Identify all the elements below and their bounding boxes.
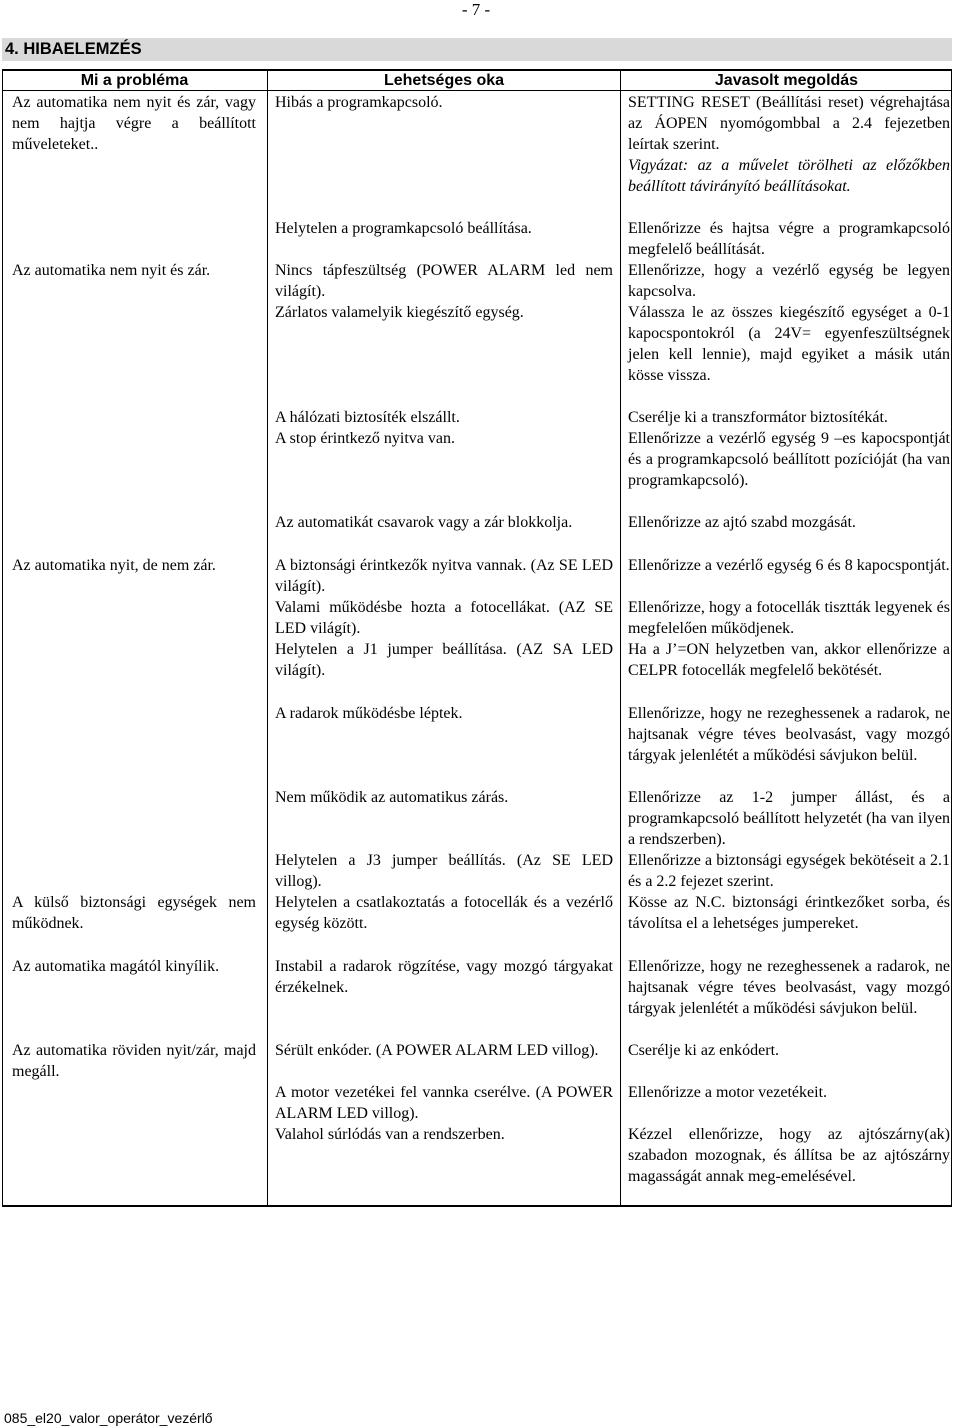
section-title: 4. HIBAELEMZÉS — [2, 38, 952, 61]
header-problem: Mi a probléma — [80, 72, 189, 89]
problem-cell: Az automatika magától kinyílik. — [12, 958, 220, 975]
solution-cell: Cserélje ki az enkódert. — [628, 1042, 780, 1059]
solution-cell: Ellenőrizze a vezérlő egység 6 és 8 kapocspontját. — [628, 557, 950, 574]
column-divider — [267, 69, 268, 1207]
column-divider — [620, 69, 621, 1207]
problem-cell: Az automatika nem nyit és zár. — [12, 262, 211, 279]
problem-cell: Az automatika nyit, de nem zár. — [12, 557, 216, 574]
cause-cell: Helytelen a J3 jumper beállítás. (Az SE LED villog). — [275, 852, 613, 890]
solution-cell: Ellenőrizze a biztonsági egységek bekötéseit a 2.1 és a 2.2 fejezet szerint. — [628, 852, 950, 890]
cause-cell: Valahol súrlódás van a rendszerben. — [275, 1126, 505, 1143]
cause-cell: A radarok működésbe léptek. — [275, 705, 463, 722]
solution-cell: Ellenőrizze az 1-2 jumper állást, és a programkapcsoló beállított helyzetét (ha van ilyen a rendszerben). — [628, 789, 950, 848]
solution-cell: Ellenőrizze a vezérlő egység 9 –es kapocspontját és a programkapcsoló beállított pozícióját (ha van programkapcsoló). — [628, 430, 950, 489]
solution-cell: Ellenőrizze az ajtó szabd mozgását. — [628, 514, 856, 531]
cause-cell: A motor vezetékei fel vannka cserélve. (A POWER ALARM LED villog). — [275, 1084, 613, 1122]
problem-cell: Az automatika nem nyit és zár, vagy nem hajtja végre a beállított műveleteket.. — [12, 94, 256, 153]
problem-cell: A külső biztonsági egységek nem működnek. — [12, 894, 256, 932]
cause-cell: Valami működésbe hozta a fotocellákat. (AZ SE LED világít). — [275, 599, 613, 637]
cause-cell: A biztonsági érintkezők nyitva vannak. (Az SE LED világít). — [275, 557, 613, 595]
solution-cell: SETTING RESET (Beállítási reset) végrehajtása az ÁOPEN nyomógombbal a 2.4 fejezetben leírtak szerint. — [628, 94, 950, 153]
cause-cell: Nem működik az automatikus zárás. — [275, 789, 509, 806]
solution-cell: Cserélje ki a transzformátor biztosítékát. — [628, 409, 888, 426]
solution-cell: Ellenőrizze, hogy ne rezeghessenek a radarok, ne hajtsanak végre téves beolvasást, vagy mozgó tárgyak jelenlétét a működési sávjukon belül. — [628, 958, 950, 1017]
cause-cell: Helytelen a J1 jumper beállítása. (AZ SA LED világít). — [275, 641, 613, 679]
solution-cell: Kézzel ellenőrizze, hogy az ajtószárny(ak) szabadon mozognak, és állítsa be az ajtószárny magasságát annak meg-emelésével. — [628, 1126, 950, 1185]
cause-cell: Sérült enkóder. (A POWER ALARM LED villog). — [275, 1042, 599, 1059]
problem-cell: Az automatika röviden nyit/zár, majd megáll. — [12, 1042, 256, 1080]
warning-note: Vigyázat: az a művelet törölheti az előzőkben beállított távirányító beállításokat. — [628, 157, 950, 195]
cause-cell: A stop érintkező nyitva van. — [275, 430, 455, 447]
solution-cell: Válassza le az összes kiegészítő egységet a 0-1 kapocspontokról (a 24V= egyenfeszültségnek jelen kell lennie), majd egyiket a másik után kösse vissza. — [628, 304, 950, 384]
header-cause: Lehetséges oka — [383, 72, 505, 89]
solution-cell: Kösse az N.C. biztonsági érintkezőket sorba, és távolítsa el a lehetséges jumpereket. — [628, 894, 950, 932]
cause-cell: Nincs tápfeszültség (POWER ALARM led nem világít). — [275, 262, 613, 300]
cause-cell: A hálózati biztosíték elszállt. — [275, 409, 460, 426]
solution-cell: Ellenőrizze, hogy ne rezeghessenek a radarok, ne hajtsanak végre téves beolvasást, vagy mozgó tárgyak jelenlétét a működési sávjukon belül. — [628, 705, 950, 764]
cause-cell: Zárlatos valamelyik kiegészítő egység. — [275, 304, 524, 321]
page-number: - 7 - — [461, 0, 491, 19]
cause-cell: Az automatikát csavarok vagy a zár blokkolja. — [275, 514, 573, 531]
solution-cell: Ellenőrizze, hogy a fotocellák tisztták legyenek és megfelelően működjenek. — [628, 599, 950, 637]
cause-cell: Helytelen a csatlakoztatás a fotocellák és a vezérlő egység között. — [275, 894, 613, 932]
solution-cell: Ellenőrizze és hajtsa végre a programkapcsoló megfelelő beállítását. — [628, 220, 950, 258]
solution-cell: Ellenőrizze, hogy a vezérlő egység be legyen kapcsolva. — [628, 262, 950, 300]
document-footer: 085_el20_valor_operátor_vezérlő — [4, 1410, 213, 1426]
header-solution: Javasolt megoldás — [714, 72, 859, 89]
cause-cell: Helytelen a programkapcsoló beállítása. — [275, 220, 532, 237]
solution-cell: Ha a J’=ON helyzetben van, akkor ellenőrizze a CELPR fotocellák megfelelő bekötését. — [628, 641, 950, 679]
cause-cell: Hibás a programkapcsoló. — [275, 94, 443, 111]
cause-cell: Instabil a radarok rögzítése, vagy mozgó tárgyakat érzékelnek. — [275, 958, 613, 996]
solution-cell: Ellenőrizze a motor vezetékeit. — [628, 1084, 828, 1101]
